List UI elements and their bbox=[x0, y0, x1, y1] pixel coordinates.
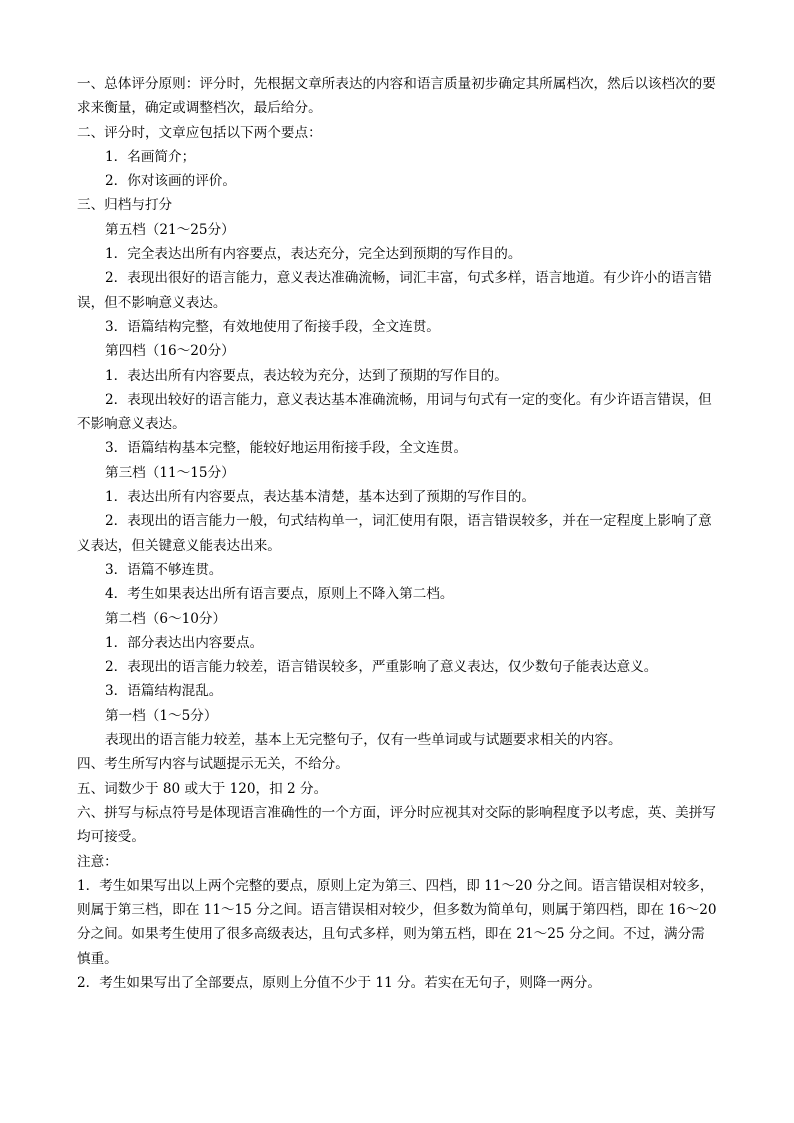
grade-2-item-3: 3．语篇结构混乱。 bbox=[105, 683, 223, 700]
grade-5-item-3: 3．语篇结构完整，有效地使用了衔接手段，全文连贯。 bbox=[105, 318, 440, 335]
grade-2-heading: 第二档（6～10分） bbox=[105, 610, 227, 627]
rule-word-count: 五、词数少于 80 或大于 120，扣 2 分。 bbox=[77, 780, 328, 797]
grade-4-item-3: 3．语篇结构基本完整，能较好地运用衔接手段，全文连贯。 bbox=[105, 440, 468, 457]
key-point-2: 2．你对该画的评价。 bbox=[105, 173, 236, 190]
grade-5-item-1: 1．完全表达出所有内容要点，表达充分，完全达到预期的写作目的。 bbox=[105, 246, 522, 263]
rule-key-points-heading: 二、评分时，文章应包括以下两个要点： bbox=[77, 124, 322, 141]
grade-5-heading: 第五档（21～25分） bbox=[105, 221, 235, 238]
grading-heading: 三、归档与打分 bbox=[77, 197, 173, 214]
grade-1-heading: 第一档（1～5分） bbox=[105, 707, 218, 724]
grade-1-description: 表现出的语言能力较差，基本上无完整句子，仅有一些单词或与试题要求相关的内容。 bbox=[105, 732, 622, 749]
grade-4-item-2: 2．表现出较好的语言能力，意义表达基本准确流畅，用词与句式有一定的变化。有少许语言错误，但不影响意义表达。 bbox=[77, 391, 712, 433]
grade-3-item-1: 1．表达出所有内容要点，表达基本清楚，基本达到了预期的写作目的。 bbox=[105, 489, 536, 506]
grade-3-heading: 第三档（11～15分） bbox=[105, 464, 235, 481]
grade-5-item-2: 2．表现出很好的语言能力，意义表达准确流畅，词汇丰富，句式多样，语言地道。有少许小的语言错误，但不影响意义表达。 bbox=[77, 270, 712, 311]
notes-heading: 注意： bbox=[77, 853, 118, 870]
grade-3-item-4: 4．考生如果表达出所有语言要点，原则上不降入第二档。 bbox=[105, 586, 454, 603]
scoring-rules-document bbox=[77, 72, 717, 995]
grade-3-item-2: 2．表现出的语言能力一般，句式结构单一，词汇使用有限，语言错误较多，并在一定程度上影响了意义表达，但关键意义能表达出来。 bbox=[77, 513, 712, 554]
key-point-1: 1．名画简介； bbox=[105, 148, 196, 165]
grade-3-item-3: 3．语篇不够连贯。 bbox=[105, 561, 223, 578]
grade-4-heading: 第四档（16～20分） bbox=[105, 343, 235, 360]
rule-irrelevant-content: 四、考生所写内容与试题提示无关，不给分。 bbox=[77, 756, 349, 773]
note-1: 1．考生如果写出以上两个完整的要点，原则上定为第三、四档，即 11～20 分之间。语言错误相对较多，则属于第三档，即在 11～15 分之间。语言错误相对较少，但多数为简单句，则属于第四档，即在 16～20 分之间。如果考生使用了很多高级表达，且句式多样，则为第五档，即在 21～25 分之间。不过，满分需慎重。 bbox=[77, 877, 717, 967]
grade-4-item-1: 1．表达出所有内容要点，表达较为充分，达到了预期的写作目的。 bbox=[105, 367, 508, 384]
note-2: 2．考生如果写出了全部要点，原则上分值不少于 11 分。若实在无句子，则降一两分。 bbox=[77, 974, 601, 991]
rule-spelling-punctuation: 六、拼写与标点符号是体现语言准确性的一个方面，评分时应视其对交际的影响程度予以考虑，英、美拼写均可接受。 bbox=[77, 804, 716, 846]
rule-general-principle: 一、总体评分原则：评分时，先根据文章所表达的内容和语言质量初步确定其所属档次，然后以该档次的要求来衡量，确定或调整档次，最后给分。 bbox=[77, 76, 716, 117]
grade-2-item-1: 1．部分表达出内容要点。 bbox=[105, 634, 264, 651]
grade-2-item-2: 2．表现出的语言能力较差，语言错误较多，严重影响了意义表达，仅少数句子能表达意义。 bbox=[105, 659, 658, 676]
